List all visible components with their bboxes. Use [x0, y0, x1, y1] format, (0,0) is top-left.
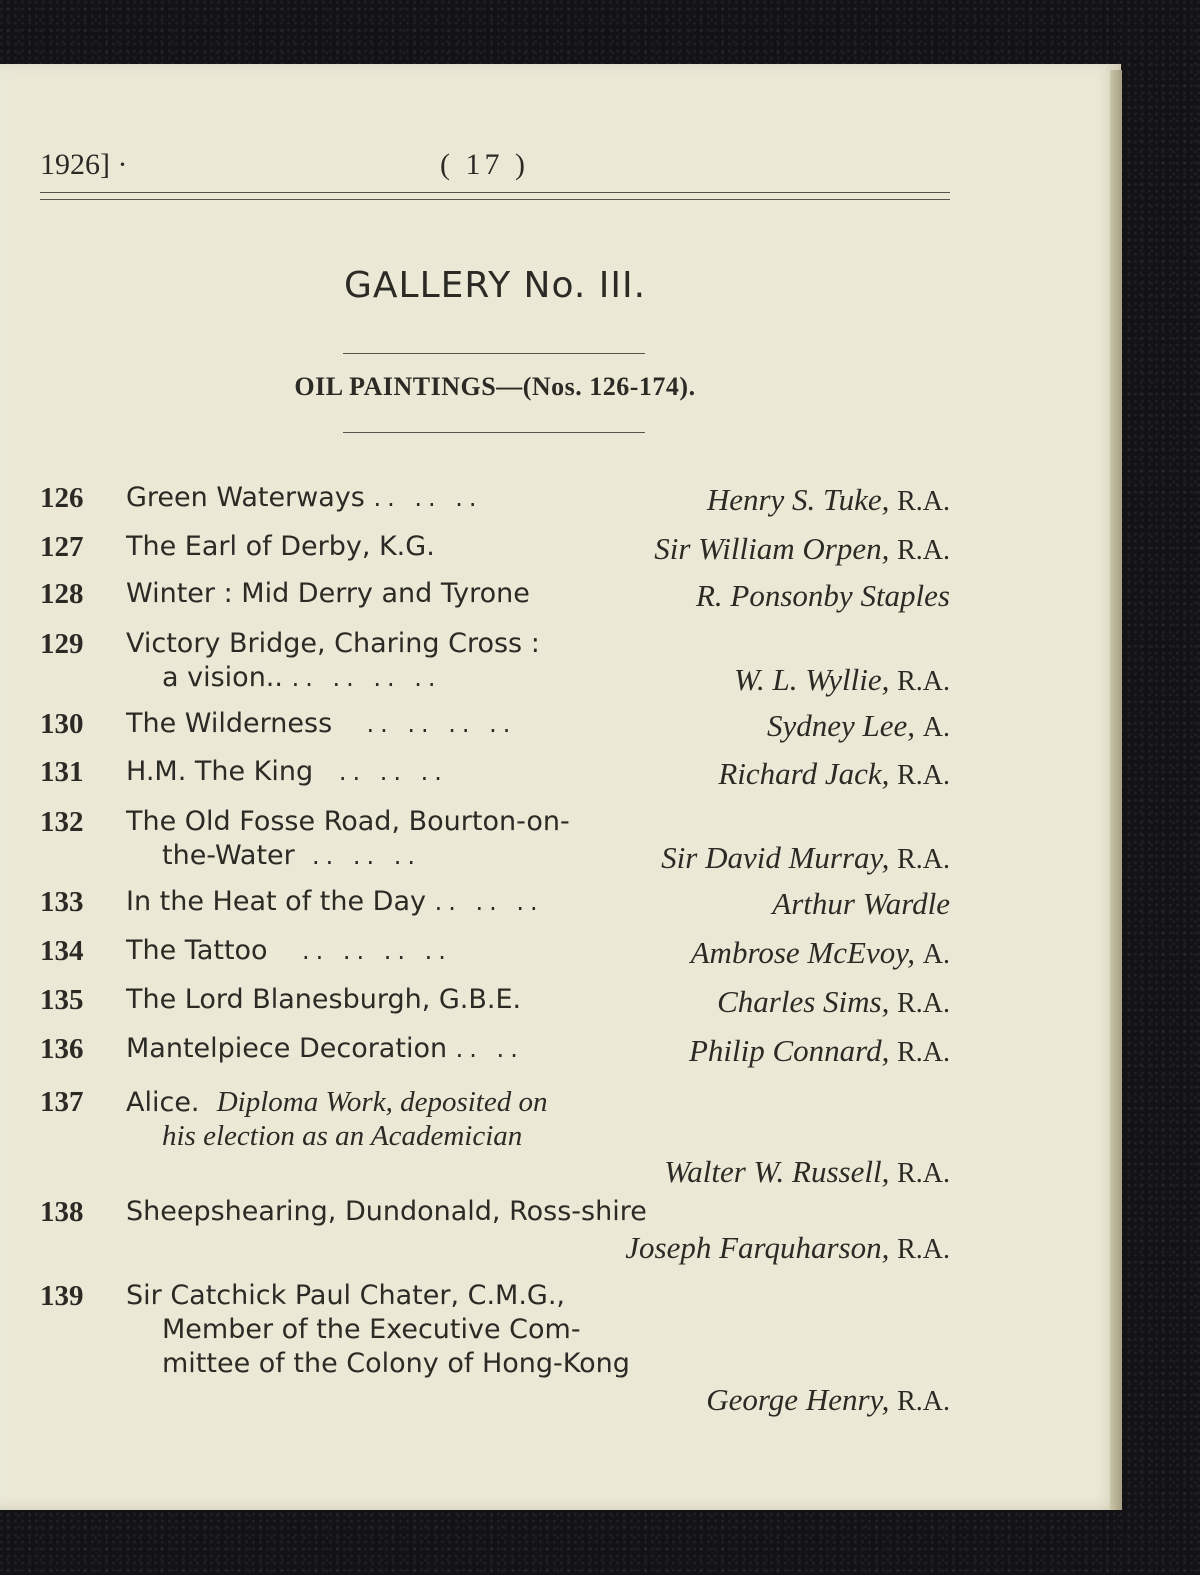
entry-artist: George Henry, R.A.: [706, 1382, 950, 1417]
entry-artist: Sydney Lee, A.: [766, 708, 950, 743]
entry-number: 128: [40, 578, 84, 610]
leader-dots: .. .. .. ..: [366, 710, 517, 738]
entry-title: The Wilderness .. .. .. ..: [126, 708, 517, 739]
catalogue-entry: [40, 531, 950, 565]
entry-title: Green Waterways .. .. ..: [126, 482, 483, 513]
catalogue-entry: [40, 935, 950, 969]
page-number: ( 17 ): [440, 148, 529, 181]
leader-dots: .. .. ..: [311, 842, 421, 870]
entry-title: Winter : Mid Derry and Tyrone: [126, 578, 530, 609]
entry-title-continued: the-Water .. .. ..: [162, 840, 421, 871]
entry-artist: Sir David Murray, R.A.: [661, 840, 950, 875]
entry-number: 139: [40, 1280, 84, 1312]
entry-number: 135: [40, 984, 84, 1016]
entry-title: Sheepshearing, Dundonald, Ross-shire: [126, 1196, 647, 1227]
catalogue-entry: [40, 1033, 950, 1067]
title-rule-bottom: [343, 432, 645, 433]
header-rule: [40, 192, 950, 200]
catalogue-entry: [40, 756, 950, 790]
entry-artist: Joseph Farquharson, R.A.: [625, 1230, 950, 1265]
entry-title-continued: Member of the Executive Com-: [162, 1314, 581, 1345]
leader-dots: .. .. ..: [338, 758, 448, 786]
entry-title: H.M. The King .. .. ..: [126, 756, 448, 787]
leader-dots: .. .. ..: [373, 484, 483, 512]
entry-title: The Lord Blanesburgh, G.B.E.: [126, 984, 522, 1015]
entry-number: 134: [40, 935, 84, 967]
entry-artist: Richard Jack, R.A.: [718, 756, 950, 791]
entry-title: Mantelpiece Decoration .. ..: [126, 1033, 524, 1064]
diploma-note: Diploma Work, deposited on: [216, 1086, 548, 1118]
catalogue-entry: [40, 628, 950, 696]
entry-number: 137: [40, 1086, 84, 1118]
entry-number: 131: [40, 756, 84, 788]
entry-artist: Charles Sims, R.A.: [717, 984, 950, 1019]
leader-dots: .. .. .. ..: [301, 937, 452, 965]
entry-number: 130: [40, 708, 84, 740]
leader-dots: .. ..: [455, 1035, 524, 1063]
entry-title-continued: a vision.. .. .. .. ..: [162, 662, 442, 693]
entry-number: 133: [40, 886, 84, 918]
running-header: [40, 140, 950, 190]
entry-number: 138: [40, 1196, 84, 1228]
catalogue-entry: [40, 1086, 950, 1188]
catalogue-entry: [40, 578, 950, 612]
entry-artist: Ambrose McEvoy, A.: [690, 935, 950, 970]
entry-number: 129: [40, 628, 84, 660]
entry-artist: Philip Connard, R.A.: [688, 1033, 950, 1068]
entry-number: 136: [40, 1033, 84, 1065]
header-year: 1926] ·: [40, 148, 128, 181]
entry-number: 132: [40, 806, 84, 838]
title-rule-top: [343, 353, 645, 354]
entry-artist: W. L. Wyllie, R.A.: [734, 662, 950, 697]
catalogue-entry: [40, 806, 950, 874]
entry-title: The Old Fosse Road, Bourton-on-: [126, 806, 570, 837]
entry-artist: R. Ponsonby Staples: [696, 578, 950, 613]
entry-title: Sir Catchick Paul Chater, C.M.G.,: [126, 1280, 566, 1311]
diploma-note-continued: his election as an Academician: [162, 1120, 523, 1152]
entry-artist: Arthur Wardle: [772, 886, 950, 921]
catalogue-entry: [40, 886, 950, 920]
entry-number: 126: [40, 482, 84, 514]
gallery-title: GALLERY No. III.: [343, 265, 647, 306]
entry-title: Victory Bridge, Charing Cross :: [126, 628, 540, 659]
entry-title: In the Heat of the Day .. .. ..: [126, 886, 544, 917]
entry-number: 127: [40, 531, 84, 563]
page-edge: [1110, 70, 1122, 1510]
catalogue-entry: [40, 1196, 950, 1264]
entry-artist: Walter W. Russell, R.A.: [664, 1154, 950, 1189]
entry-title: Alice. Diploma Work, deposited on: [126, 1086, 548, 1118]
catalogue-entry: [40, 1280, 950, 1416]
entry-artist: Sir William Orpen, R.A.: [654, 531, 950, 566]
entry-title: The Earl of Derby, K.G.: [126, 531, 435, 562]
entry-title-continued: mittee of the Colony of Hong-Kong: [162, 1348, 630, 1379]
catalogue-entry: [40, 482, 950, 516]
entry-artist: Henry S. Tuke, R.A.: [706, 482, 950, 517]
catalogue-entry: [40, 708, 950, 742]
catalogue-entry: [40, 984, 950, 1018]
section-title: OIL PAINTINGS—(Nos. 126-174).: [294, 372, 696, 401]
leader-dots: .. .. .. ..: [291, 664, 442, 692]
entry-title: The Tattoo .. .. .. ..: [126, 935, 452, 966]
leader-dots: .. .. ..: [434, 888, 544, 916]
